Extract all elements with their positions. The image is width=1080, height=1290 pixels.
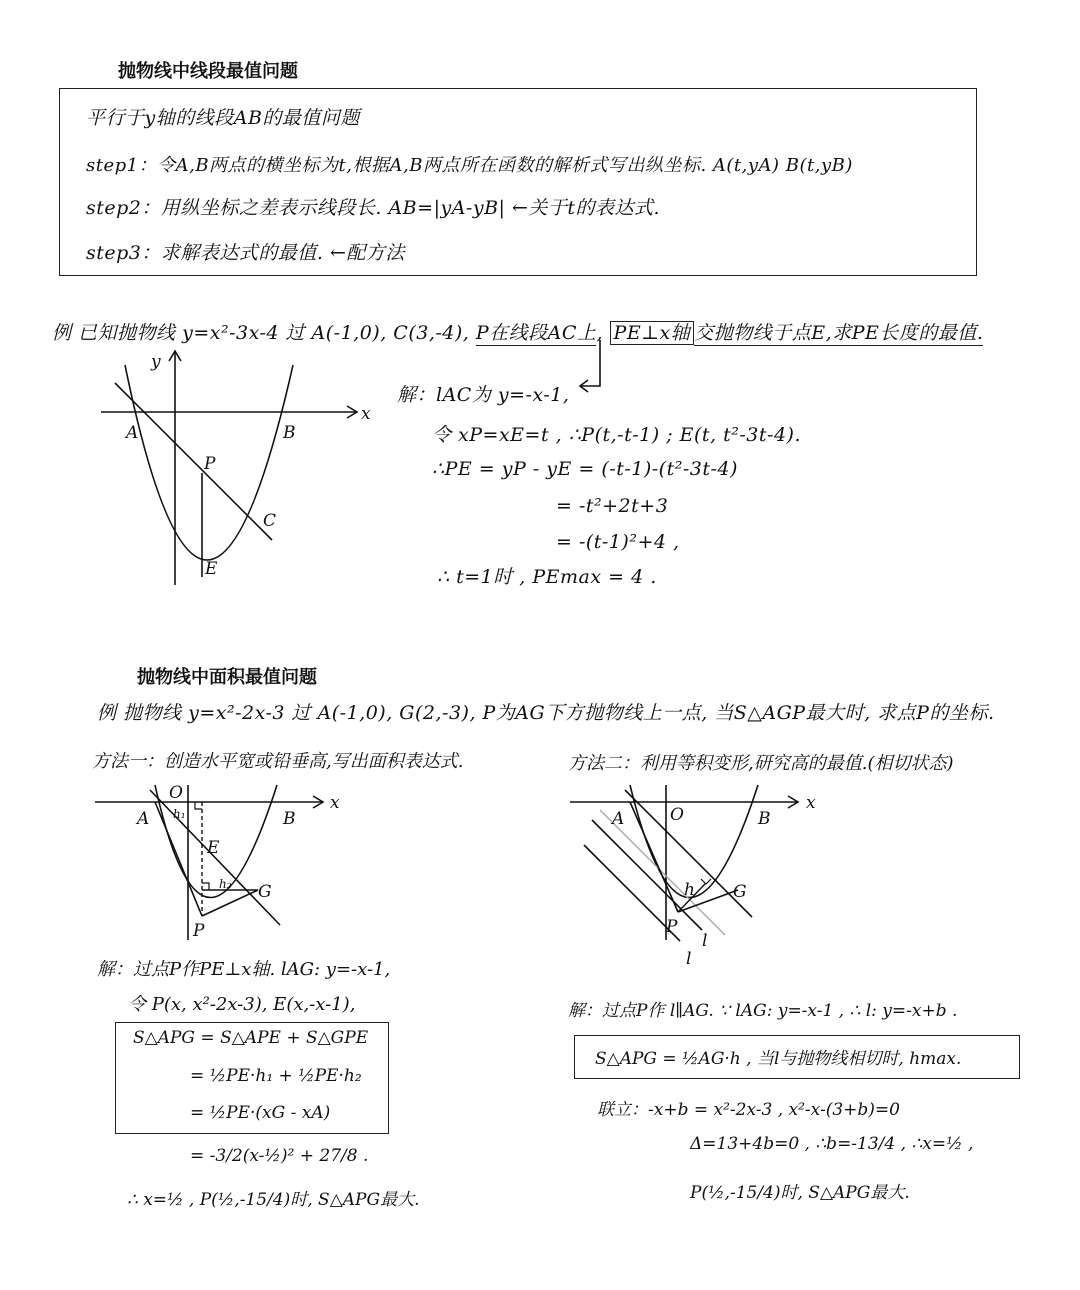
step2-text: step2：用纵坐标之差表示线段长. AB=|yA-yB| ←关于t的表达式. bbox=[86, 197, 661, 219]
method2-line1: 联立：-x+b = x²-2x-3 , x²-x-(3+b)=0 bbox=[597, 1100, 900, 1120]
graph2-label-h1: h₁ bbox=[173, 807, 186, 821]
box-heading: 平行于y轴的线段AB的最值问题 bbox=[86, 107, 360, 129]
graph1-label-y: y bbox=[151, 352, 161, 372]
graph2-right-angle bbox=[195, 802, 202, 809]
method2-box-line: S△APG = ½AG·h , 当l与抛物线相切时, hmax. bbox=[595, 1049, 962, 1069]
solution1-line6: ∴ t=1时 , PEmax = 4 . bbox=[437, 566, 657, 588]
method1-line-after: = -3/2(x-½)² + 27/8 . bbox=[190, 1146, 369, 1166]
graph3-label-b: B bbox=[758, 809, 771, 829]
graph1-line-ac bbox=[115, 383, 272, 540]
method1-box-line2: = ½PE·h₁ + ½PE·h₂ bbox=[190, 1066, 362, 1086]
graph3-label-h: h bbox=[684, 880, 695, 900]
example2-text: 例 抛物线 y=x²-2x-3 过 A(-1,0), G(2,-3), P为AG下方抛物线上一点, 当S△AGP最大时, 求点P的坐标. bbox=[97, 702, 995, 724]
example1-comma: , bbox=[596, 322, 603, 344]
graph1-label-c: C bbox=[263, 511, 277, 531]
graph1-label-b: B bbox=[283, 423, 296, 443]
method1-box-line1: S△APG = S△APE + S△GPE bbox=[133, 1028, 369, 1048]
example1-cond1: P在线段AC上 bbox=[475, 322, 597, 344]
graph3-label-o: O bbox=[670, 805, 684, 825]
graph3-label-p: P bbox=[666, 917, 678, 937]
graph2-label-o: O bbox=[169, 783, 183, 803]
method2-line2: Δ=13+4b=0 , ∴b=-13/4 , ∴x=½ , bbox=[690, 1134, 974, 1154]
graph1-label-a: A bbox=[126, 423, 139, 443]
method1-conclusion: ∴ x=½ , P(½,-15/4)时, S△APG最大. bbox=[127, 1190, 420, 1210]
method1-solution-line2: 令 P(x, x²-2x-3), E(x,-x-1), bbox=[128, 994, 356, 1015]
graph3-label-l1: l bbox=[702, 931, 708, 951]
example1-cond2: PE⊥x轴 bbox=[610, 321, 695, 345]
method1-solution-line1: 解：过点P作PE⊥x轴. lAG: y=-x-1, bbox=[97, 959, 391, 980]
step3-text: step3：求解表达式的最值. ←配方法 bbox=[86, 242, 405, 264]
method2-title: 方法二：利用等积变形,研究高的最值.(相切状态) bbox=[568, 753, 954, 774]
graph1-label-p: P bbox=[204, 454, 216, 474]
example1-text bbox=[52, 318, 983, 345]
graph2-label-h2: h₂ bbox=[219, 877, 232, 891]
example1-suffix: 交抛物线于点E,求PE长度的最值. bbox=[694, 322, 984, 344]
method1-title: 方法一：创造水平宽或铅垂高,写出面积表达式. bbox=[92, 751, 464, 772]
solution1-line5: = -(t-1)²+4 , bbox=[556, 531, 680, 553]
example1-prefix: 例 已知抛物线 y=x²-3x-4 过 A(-1,0), C(3,-4), bbox=[52, 322, 470, 344]
method2-solution-line1: 解：过点P作 l∥AG. ∵ lAG: y=-x-1 , ∴ l: y=-x+b . bbox=[568, 1001, 958, 1021]
graph1-label-x: x bbox=[361, 404, 371, 424]
graph2-segment-pg bbox=[202, 890, 258, 916]
graph2-label-g: G bbox=[258, 882, 272, 902]
solution1-line3: ∴PE = yP - yE = (-t-1)-(t²-3t-4) bbox=[432, 458, 738, 480]
graph1-label-e: E bbox=[205, 559, 218, 579]
section1-title: 抛物线中线段最值问题 bbox=[118, 61, 298, 82]
graph2-right-angle-2 bbox=[202, 883, 209, 890]
graph3-parallel-tangent bbox=[592, 820, 702, 930]
graph1-annotation-arrow bbox=[575, 340, 615, 400]
graph3-right-angle bbox=[701, 879, 711, 884]
section2-title: 抛物线中面积最值问题 bbox=[137, 667, 317, 688]
graph3-label-g: G bbox=[733, 882, 747, 902]
graph3 bbox=[570, 780, 830, 970]
solution1-line4: = -t²+2t+3 bbox=[556, 495, 669, 517]
graph1 bbox=[95, 345, 395, 595]
step1-text: step1：令A,B两点的横坐标为t,根据A,B两点所在函数的解析式写出纵坐标. A(t,yA) B(t,yB) bbox=[86, 155, 853, 176]
solution1-line2: 令 xP=xE=t , ∴P(t,-t-1) ; E(t, t²-3t-4). bbox=[432, 424, 801, 446]
method2-line3: P(½,-15/4)时, S△APG最大. bbox=[690, 1183, 910, 1203]
graph2-label-a: A bbox=[137, 809, 150, 829]
method1-box-line3: = ½PE·(xG - xA) bbox=[190, 1103, 331, 1123]
graph2 bbox=[95, 780, 355, 960]
graph2-label-b: B bbox=[283, 809, 296, 829]
graph2-label-x: x bbox=[330, 793, 340, 813]
graph2-label-e: E bbox=[207, 838, 220, 858]
graph3-label-l2: l bbox=[686, 949, 692, 969]
graph3-label-a: A bbox=[612, 809, 625, 829]
graph2-label-p: P bbox=[193, 921, 205, 941]
graph3-label-x: x bbox=[806, 793, 816, 813]
solution1-line1: 解：lAC为 y=-x-1, bbox=[397, 384, 570, 406]
